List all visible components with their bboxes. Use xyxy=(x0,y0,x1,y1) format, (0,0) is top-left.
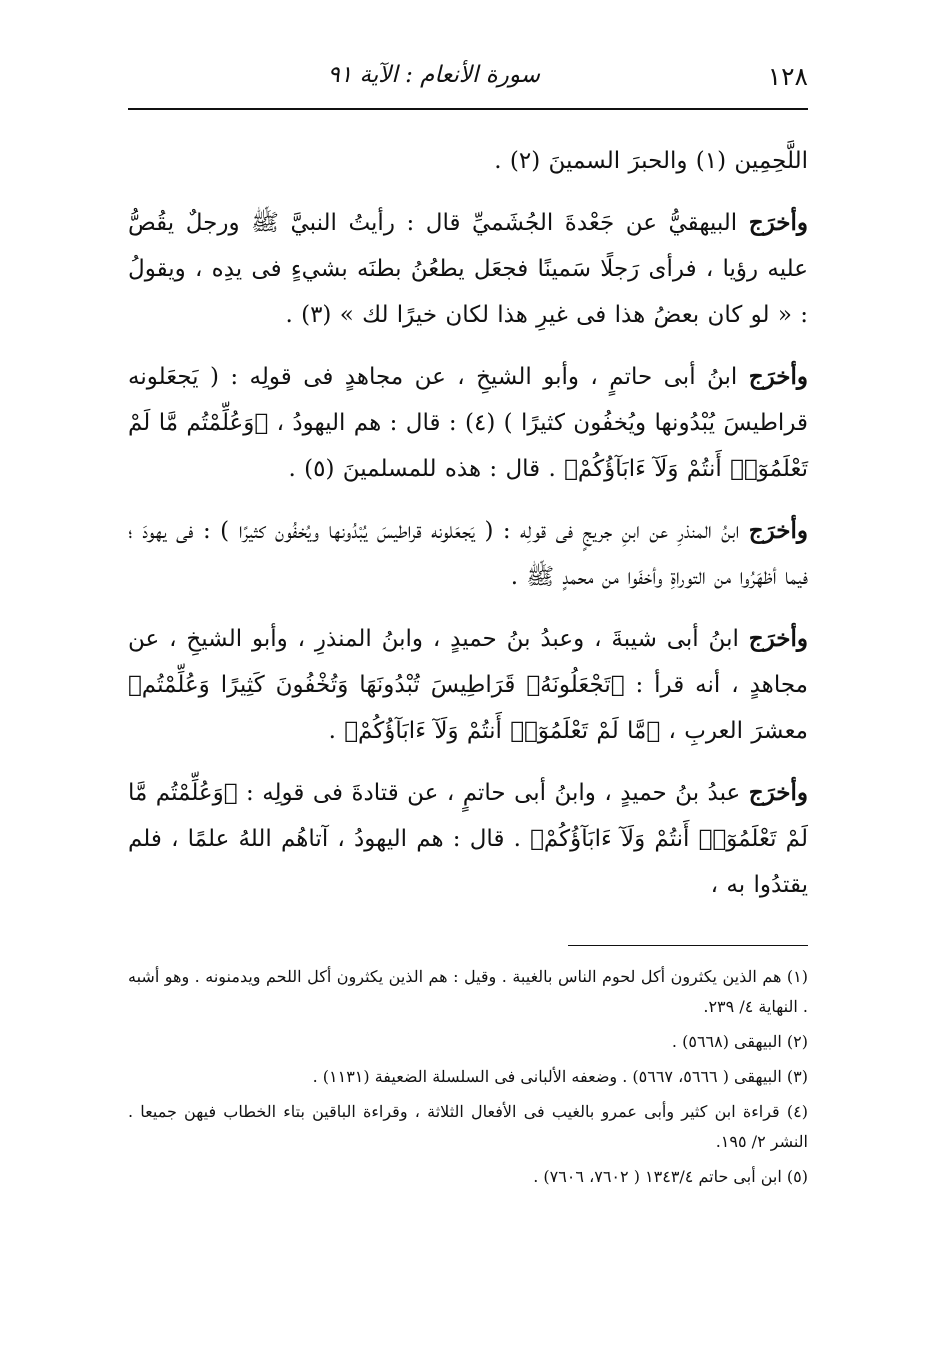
paragraph-6-lead: وأخرَج xyxy=(748,779,808,806)
paragraph-4-text: ابنُ المنذرِ عن ابنِ جريجٍ فى قولِه : ( يَجعَلونه قراطيسَ يُبْدُونها ويُخفُون كثيرًا ) : فى يهودَ ؛ فيما أظهَرُوا من التوراةِ وأخفَوا من محمدٍ ﷺ . xyxy=(128,518,808,590)
paragraph-1 xyxy=(128,138,808,184)
page-header xyxy=(128,58,808,98)
paragraph-2-lead: وأخرَج xyxy=(748,209,808,236)
paragraph-3 xyxy=(128,354,808,492)
main-text xyxy=(128,138,808,908)
paragraph-6 xyxy=(128,770,808,908)
paragraph-3-text: ابنُ أبى حاتمٍ ، وأبو الشيخِ ، عن مجاهدٍ فى قولِه : ( يَجعَلونه قراطيسَ يُبْدُونها ويُخفُون كثيرًا ) (٤) : قال : هم اليهودُ ، ﴿وَعُلِّمْتُم مَّا لَمْ تَعْلَمُوٓا۟ أَنتُمْ وَلَآ ءَابَآؤُكُمْ﴾ . قال : هذه للمسلمينَ (٥) . xyxy=(128,364,808,482)
paragraph-5-text: ابنُ أبى شيبةَ ، وعبدُ بنُ حميدٍ ، وابنُ المنذرِ ، وأبو الشيخِ ، عن مجاهدٍ ، أنه قرأ : ﴿تَجْعَلُونَهُۥ قَرَاطِيسَ تُبْدُونَهَا وَتُخْفُونَ كَثِيرًا وَعُلِّمْتُم﴾ معشرَ العربِ ، ﴿مَّا لَمْ تَعْلَمُوٓا۟ أَنتُمْ وَلَآ ءَابَآؤُكُمْ﴾ . xyxy=(128,626,808,744)
paragraph-5-lead: وأخرَج xyxy=(748,625,808,652)
footnotes xyxy=(128,962,808,1192)
paragraph-3-lead: وأخرَج xyxy=(748,363,808,390)
paragraph-4 xyxy=(128,508,808,600)
paragraph-6-text: عبدُ بنُ حميدٍ ، وابنُ أبى حاتمٍ ، عن قتادةَ فى قولِه : ﴿وَعُلِّمْتُم مَّا لَمْ تَعْلَمُوٓا۟ أَنتُمْ وَلَآ ءَابَآؤُكُمْ﴾ . قال : هم اليهودُ ، آتاهُم اللهُ علمًا ، فلم يقتدُوا به ، xyxy=(128,780,808,898)
running-title: سورة الأنعام : الآية ٩١ xyxy=(327,62,540,88)
paragraph-1-text: اللَّحِمِين (١) والحبرَ السمينَ (٢) . xyxy=(494,148,808,174)
page-number: ١٢٨ xyxy=(767,62,808,91)
footnote-1: (١) هم الذين يكثرون أكل لحوم الناس بالغيبة . وقيل : هم الذين يكثرون أكل اللحم ويدمنونه . وهو أشبه . النهاية ٤/ ٢٣٩. xyxy=(128,967,808,1016)
footnote-4: (٤) قراءة ابن كثير وأبى عمرو بالغيب فى الأفعال الثلاثة ، وقراءة الباقين بتاء الخطاب فيهن جميعا . النشر ٢/ ١٩٥. xyxy=(128,1102,808,1151)
paragraph-5 xyxy=(128,616,808,754)
footnote-2: (٢) البيهقى (٥٦٦٨) . xyxy=(671,1032,808,1051)
paragraph-2-text: البيهقيُّ عن جَعْدةَ الجُشَميِّ قال : رأيتُ النبيَّ ﷺ ورجلٌ يقُصُّ عليه رؤيا ، فرأى رَجلًا سَمينًا فجعَل يطعُنُ بطنَه بشيءٍ فى يدِه ، ويقولُ : « لو كان بعضُ هذا فى غيرِ هذا لكان خيرًا لك » (٣) . xyxy=(128,210,808,328)
paragraph-2 xyxy=(128,200,808,338)
footnote-3: (٣) البيهقى ( ٥٦٦٦، ٥٦٦٧) . وضعفه الألبانى فى السلسلة الضعيفة (١١٣١) . xyxy=(312,1067,808,1086)
footnote-separator xyxy=(568,945,808,946)
paragraph-4-lead: وأخرَج xyxy=(748,517,808,544)
footnote-5: (٥) ابن أبى حاتم ١٣٤٣/٤ ( ٧٦٠٢، ٧٦٠٦) . xyxy=(533,1167,808,1186)
header-rule xyxy=(128,108,808,110)
